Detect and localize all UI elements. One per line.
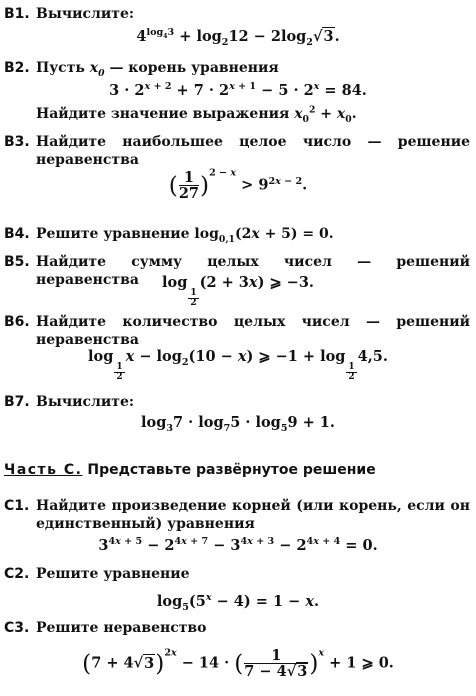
task-text: Вычислите: [36,6,135,22]
task-text [36,60,470,78]
task-label: B2. [4,60,30,76]
formula-b5: log $\frac{1}{2}$ (2 + 3x) ⩾ −3. [162,274,314,309]
task-b1 [4,6,470,24]
task-text: Найдите произведение корней (или корень, если он единственный) уравнения [36,498,470,532]
task-text-a: Пусть [36,60,85,76]
task-label: С1. [4,498,30,514]
task-b6 [4,314,470,349]
task-text: Найдите сумму целых чисел — решений неравенства [36,254,470,288]
formula-c1: $3^{4x + 5} - 2^{4x + 7} - 3^{4x + 3} - 2^{4x + 4} = 0$. [98,536,378,554]
task-text-c: Найдите значение выражения [36,106,290,122]
task-text: Вычислите: [36,394,135,410]
formula-b6: log $\frac{1}{2}$ $x - \log_2(10 - x)$ ⩾ −1 + log $\frac{1}{2}$ 4,5. [88,348,388,383]
task-label: С2. [4,566,30,582]
task-text: Решите неравенство [36,620,207,636]
task-c1 [4,498,470,533]
variable-x0: $x_0$ [89,60,105,79]
task-label: B1. [4,6,30,22]
task-b7 [4,394,470,412]
task-text-b: — корень уравнения [109,60,279,76]
task-text: Решите уравнение [36,566,190,582]
task-label: B7. [4,394,30,410]
task-b2 [4,60,470,78]
task-label: B5. [4,254,30,270]
task-c2 [4,566,470,584]
task-text: Решите уравнение [36,226,190,242]
formula-c2: $\log_5(5^x - 4) = 1 - x$. [156,592,320,613]
task-b2-question: Найдите значение выражения $x_0^2 + x_0$. [36,104,357,125]
formula-b2-equation: $3 \cdot 2^{x + 2} + 7 \cdot 2^{x + 1} - 5 \cdot 2^x = 84$. [109,81,367,99]
formula-b3: ( $\frac{1}{27}$ )$^{2 - x} > 9^{2x - 2}$. [168,167,308,203]
section-title: Часть С. [4,462,83,478]
task-label: С3. [4,620,30,636]
task-label: B6. [4,314,30,330]
task-label: B3. [4,134,30,150]
task-b4: B4. Решите уравнение $\log_{0,1}(2x + 5) = 0$. [4,226,334,245]
task-text: Найдите наибольшее целое число — решение неравенства [36,134,470,168]
task-label: B4. [4,226,30,242]
section-heading [4,462,376,480]
section-subtitle: Представьте развёрнутое решение [87,462,376,478]
task-text: Найдите количество целых чисел — решений неравенства [36,314,470,348]
task-c3 [4,620,470,638]
formula-c3: $(7 + 4√3)^{2x} - 14$ · ( $\frac{1}{7 - 4√3}$ )$^x$ + 1 ⩾ 0. [82,647,394,681]
task-b3 [4,134,470,169]
formula-b1: $4^{log_43} + \log_212 - 2\log_2√3$. [136,27,340,48]
formula-b7: $\log_37 \cdot \log_75 \cdot \log_59 + 1$. [141,414,335,434]
